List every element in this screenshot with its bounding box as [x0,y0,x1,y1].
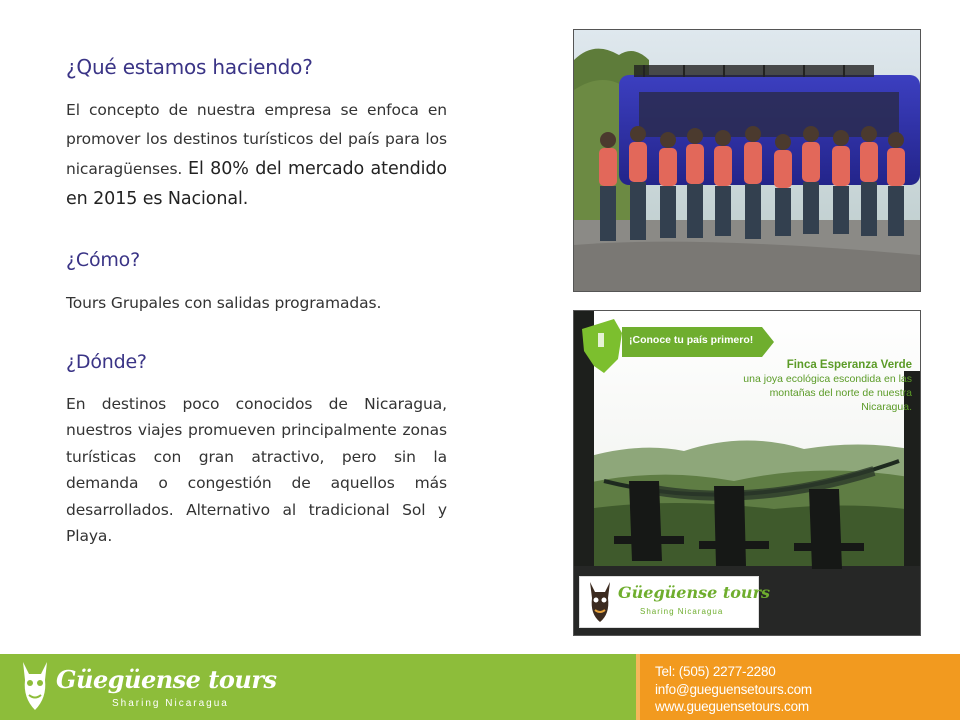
footer-tagline: Sharing Nicaragua [112,698,229,709]
finca-line3: Nicaragua. [861,401,912,413]
finca-line1: una joya ecológica escondida en las [743,373,912,385]
group-photo-image [574,30,920,291]
content-column [66,52,447,550]
contact-email[interactable]: info@gueguensetours.com [655,681,812,697]
contact-info [655,663,945,716]
gueguense-mask-icon [20,660,50,712]
paragraph-where: En destinos poco conocidos de Nicaragua, nuestros viajes promueven principalmente zonas turísticas con gran atractivo, pero sin la demanda o congestión de aquellos más desarrollados. Alternativo al tradicional Sol y Playa. [66,394,447,545]
heading-how: ¿Cómo? [66,249,140,271]
paragraph-how: Tours Grupales con salidas programadas. [66,294,382,312]
contact-phone: Tel: (505) 2277-2280 [655,664,776,679]
heading-what: ¿Qué estamos haciendo? [66,55,313,79]
paragraph-what [66,96,447,214]
finca-line2: montañas del norte de nuestra [769,387,912,399]
finca-logo-box [579,576,770,628]
finca-ad-image [573,310,921,636]
finca-logo-text: Güegüense tours [618,583,770,602]
paragraph-what-highlight: El 80% del mercado atendido en 2015 es Nacional. [66,159,447,209]
heading-where: ¿Dónde? [66,350,147,373]
finca-banner: ¡Conoce tu país primero! [629,334,754,346]
paragraph-what-text: El concepto de nuestra empresa se enfoca en promover los destinos turísticos del país para los nicaragüenses. [66,101,447,178]
gueguense-mask-icon [586,580,614,624]
finca-logo-tagline: Sharing Nicaragua [640,607,724,616]
finca-title: Finca Esperanza Verde [786,359,912,371]
contact-website[interactable]: www.gueguensetours.com [655,699,809,714]
footer-logo-text: Güegüense tours [56,665,277,694]
group-photo [573,29,921,292]
